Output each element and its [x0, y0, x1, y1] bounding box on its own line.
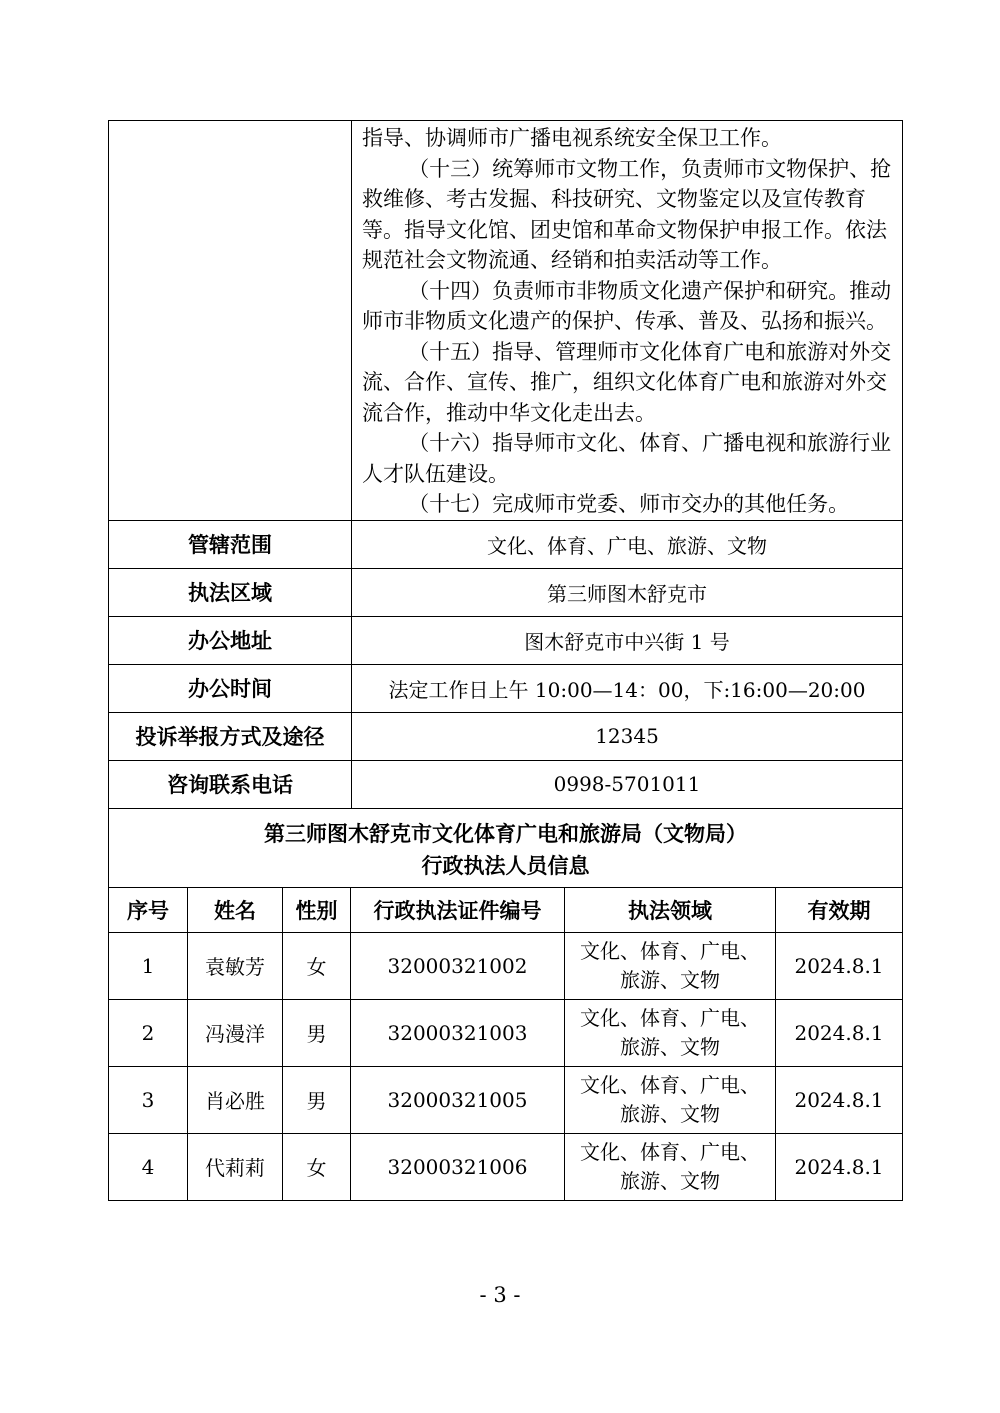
cell-gender: 男	[283, 1066, 351, 1133]
duty-paragraph: （十七）完成师市党委、师市交办的其他任务。	[408, 492, 850, 516]
cell-cert: 32000321002	[351, 932, 565, 999]
info-label: 执法区域	[109, 568, 352, 616]
cell-cert: 32000321005	[351, 1066, 565, 1133]
info-table	[108, 120, 903, 888]
cell-field	[565, 999, 776, 1066]
cell-index: 3	[109, 1066, 188, 1133]
table-row	[109, 999, 903, 1066]
cell-field	[565, 1133, 776, 1200]
cell-name: 冯漫洋	[188, 999, 283, 1066]
cell-name: 肖必胜	[188, 1066, 283, 1133]
duties-cell	[352, 121, 903, 521]
cell-index: 2	[109, 999, 188, 1066]
table-row	[109, 932, 903, 999]
field-line: 旅游、文物	[620, 1034, 720, 1059]
info-row-hours	[109, 664, 903, 712]
section-title-line2: 行政执法人员信息	[421, 853, 590, 878]
page-number: - 3 -	[479, 1283, 521, 1307]
duties-label-cell	[109, 121, 352, 521]
info-label: 投诉举报方式及途径	[109, 712, 352, 760]
field-line: 文化、体育、广电、	[580, 938, 760, 963]
info-value: 12345	[352, 712, 903, 760]
duties-row	[109, 121, 903, 521]
info-label: 管辖范围	[109, 520, 352, 568]
header-cert: 行政执法证件编号	[351, 887, 565, 932]
info-label: 办公时间	[109, 664, 352, 712]
section-title	[109, 808, 903, 887]
field-line: 旅游、文物	[620, 1101, 720, 1126]
info-value: 0998-5701011	[352, 760, 903, 808]
table-row	[109, 1133, 903, 1200]
cell-field	[565, 932, 776, 999]
header-name: 姓名	[188, 887, 283, 932]
section-title-line1: 第三师图木舒克市文化体育广电和旅游局（文物局）	[264, 821, 747, 846]
info-value: 第三师图木舒克市	[352, 568, 903, 616]
info-row-complaint	[109, 712, 903, 760]
duty-paragraph: （十四）负责师市非物质文化遗产保护和研究。推动师市非物质文化遗产的保护、传承、普及、弘扬和振兴。	[362, 278, 892, 333]
duty-paragraph: （十三）统筹师市文物工作，负责师市文物保护、抢救维修、考古发掘、科技研究、文物鉴定以及宣传教育等。指导文化馆、团史馆和革命文物保护申报工作。依法规范社会文物流通、经销和拍卖活动等工作。	[362, 156, 892, 272]
cell-index: 1	[109, 932, 188, 999]
duty-paragraph: （十六）指导师市文化、体育、广播电视和旅游行业人才队伍建设。	[362, 431, 892, 486]
info-label: 咨询联系电话	[109, 760, 352, 808]
cell-name: 代莉莉	[188, 1133, 283, 1200]
field-line: 旅游、文物	[620, 967, 720, 992]
cell-index: 4	[109, 1133, 188, 1200]
field-line: 文化、体育、广电、	[580, 1139, 760, 1164]
info-value: 图木舒克市中兴街 1 号	[352, 616, 903, 664]
duty-paragraph: 指导、协调师市广播电视系统安全保卫工作。	[362, 126, 782, 150]
field-line: 旅游、文物	[620, 1168, 720, 1193]
cell-field	[565, 1066, 776, 1133]
cell-cert: 32000321003	[351, 999, 565, 1066]
cell-valid: 2024.8.1	[776, 1133, 903, 1200]
header-field: 执法领域	[565, 887, 776, 932]
cell-name: 袁敏芳	[188, 932, 283, 999]
info-row-address	[109, 616, 903, 664]
cell-valid: 2024.8.1	[776, 932, 903, 999]
cell-gender: 女	[283, 932, 351, 999]
section-title-row	[109, 808, 903, 887]
cell-valid: 2024.8.1	[776, 1066, 903, 1133]
cell-gender: 男	[283, 999, 351, 1066]
cell-gender: 女	[283, 1133, 351, 1200]
info-row-area	[109, 568, 903, 616]
staff-header-row	[109, 887, 903, 932]
cell-valid: 2024.8.1	[776, 999, 903, 1066]
document-page	[108, 120, 903, 1201]
field-line: 文化、体育、广电、	[580, 1072, 760, 1097]
duty-paragraph: （十五）指导、管理师市文化体育广电和旅游对外交流、合作、宣传、推广，组织文化体育广电和旅游对外交流合作，推动中华文化走出去。	[362, 339, 892, 425]
staff-table	[108, 887, 903, 1201]
info-row-phone	[109, 760, 903, 808]
header-gender: 性别	[283, 887, 351, 932]
info-value: 文化、体育、广电、旅游、文物	[352, 520, 903, 568]
info-label: 办公地址	[109, 616, 352, 664]
field-line: 文化、体育、广电、	[580, 1005, 760, 1030]
table-row	[109, 1066, 903, 1133]
header-index: 序号	[109, 887, 188, 932]
info-value: 法定工作日上午 10:00—14：00，下:16:00—20:00	[352, 664, 903, 712]
cell-cert: 32000321006	[351, 1133, 565, 1200]
info-row-jurisdiction	[109, 520, 903, 568]
header-valid: 有效期	[776, 887, 903, 932]
